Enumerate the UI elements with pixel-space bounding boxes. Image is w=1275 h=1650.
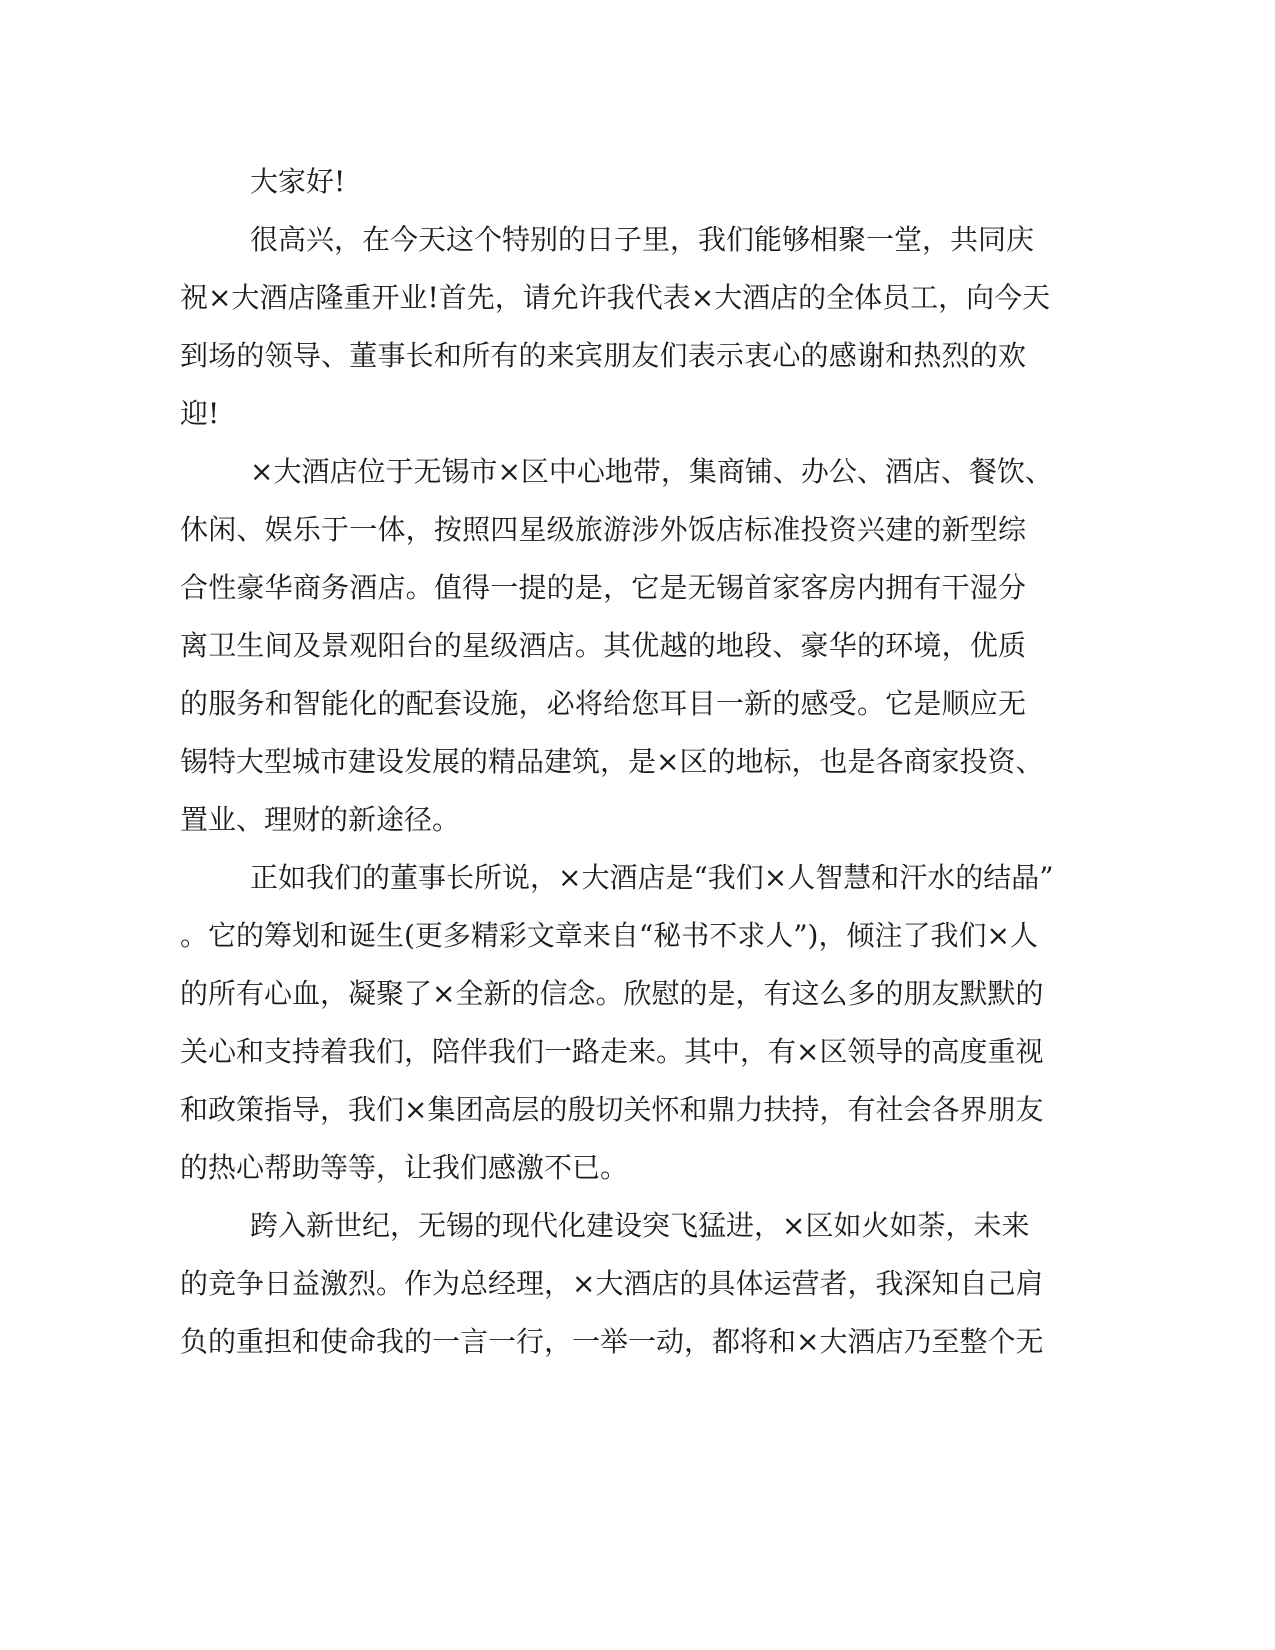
- paragraph-3-line-3: 的所有心血，凝聚了×全新的信念。欣慰的是，有这么多的朋友默默的: [180, 977, 1044, 1010]
- paragraph-1-line-2: 祝×大酒店隆重开业!首先，请允许我代表×大酒店的全体员工，向今天: [180, 281, 1051, 314]
- paragraph-1-line-3: 到场的领导、董事长和所有的来宾朋友们表示衷心的感谢和热烈的欢: [180, 339, 1026, 372]
- paragraph-3-line-6: 的热心帮助等等，让我们感激不已。: [180, 1151, 629, 1184]
- greeting-line: 大家好!: [250, 165, 346, 198]
- paragraph-3-line-5: 和政策指导，我们×集团高层的殷切关怀和鼎力扶持，有社会各界朋友: [180, 1093, 1044, 1126]
- paragraph-3-line-1: 正如我们的董事长所说，×大酒店是“我们×人智慧和汗水的结晶”: [250, 861, 1054, 894]
- paragraph-2-line-3: 合性豪华商务酒店。值得一提的是，它是无锡首家客房内拥有干湿分: [180, 571, 1026, 604]
- paragraph-4-line-3: 负的重担和使命我的一言一行，一举一动，都将和×大酒店乃至整个无: [180, 1325, 1044, 1358]
- paragraph-4-line-2: 的竞争日益激烈。作为总经理，×大酒店的具体运营者，我深知自己肩: [180, 1267, 1044, 1300]
- paragraph-2-line-1: ×大酒店位于无锡市×区中心地带，集商铺、办公、酒店、餐饮、: [250, 455, 1053, 488]
- paragraph-2-line-4: 离卫生间及景观阳台的星级酒店。其优越的地段、豪华的环境，优质: [180, 629, 1026, 662]
- paragraph-2-line-5: 的服务和智能化的配套设施，必将给您耳目一新的感受。它是顺应无: [180, 687, 1026, 720]
- paragraph-1-line-1: 很高兴，在今天这个特别的日子里，我们能够相聚一堂，共同庆: [250, 223, 1035, 256]
- paragraph-1-line-4: 迎!: [180, 397, 220, 430]
- paragraph-4-line-1: 跨入新世纪，无锡的现代化建设突飞猛进，×区如火如荼，未来: [250, 1209, 1030, 1242]
- paragraph-2-line-6: 锡特大型城市建设发展的精品建筑，是×区的地标，也是各商家投资、: [180, 745, 1044, 778]
- paragraph-2-line-2: 休闲、娱乐于一体，按照四星级旅游涉外饭店标准投资兴建的新型综: [180, 513, 1026, 546]
- paragraph-2-line-7: 置业、理财的新途径。: [180, 803, 461, 836]
- paragraph-3-line-4: 关心和支持着我们，陪伴我们一路走来。其中，有×区领导的高度重视: [180, 1035, 1044, 1068]
- paragraph-3-line-2: 。它的筹划和诞生(更多精彩文章来自“秘书不求人”)，倾注了我们×人: [180, 919, 1038, 952]
